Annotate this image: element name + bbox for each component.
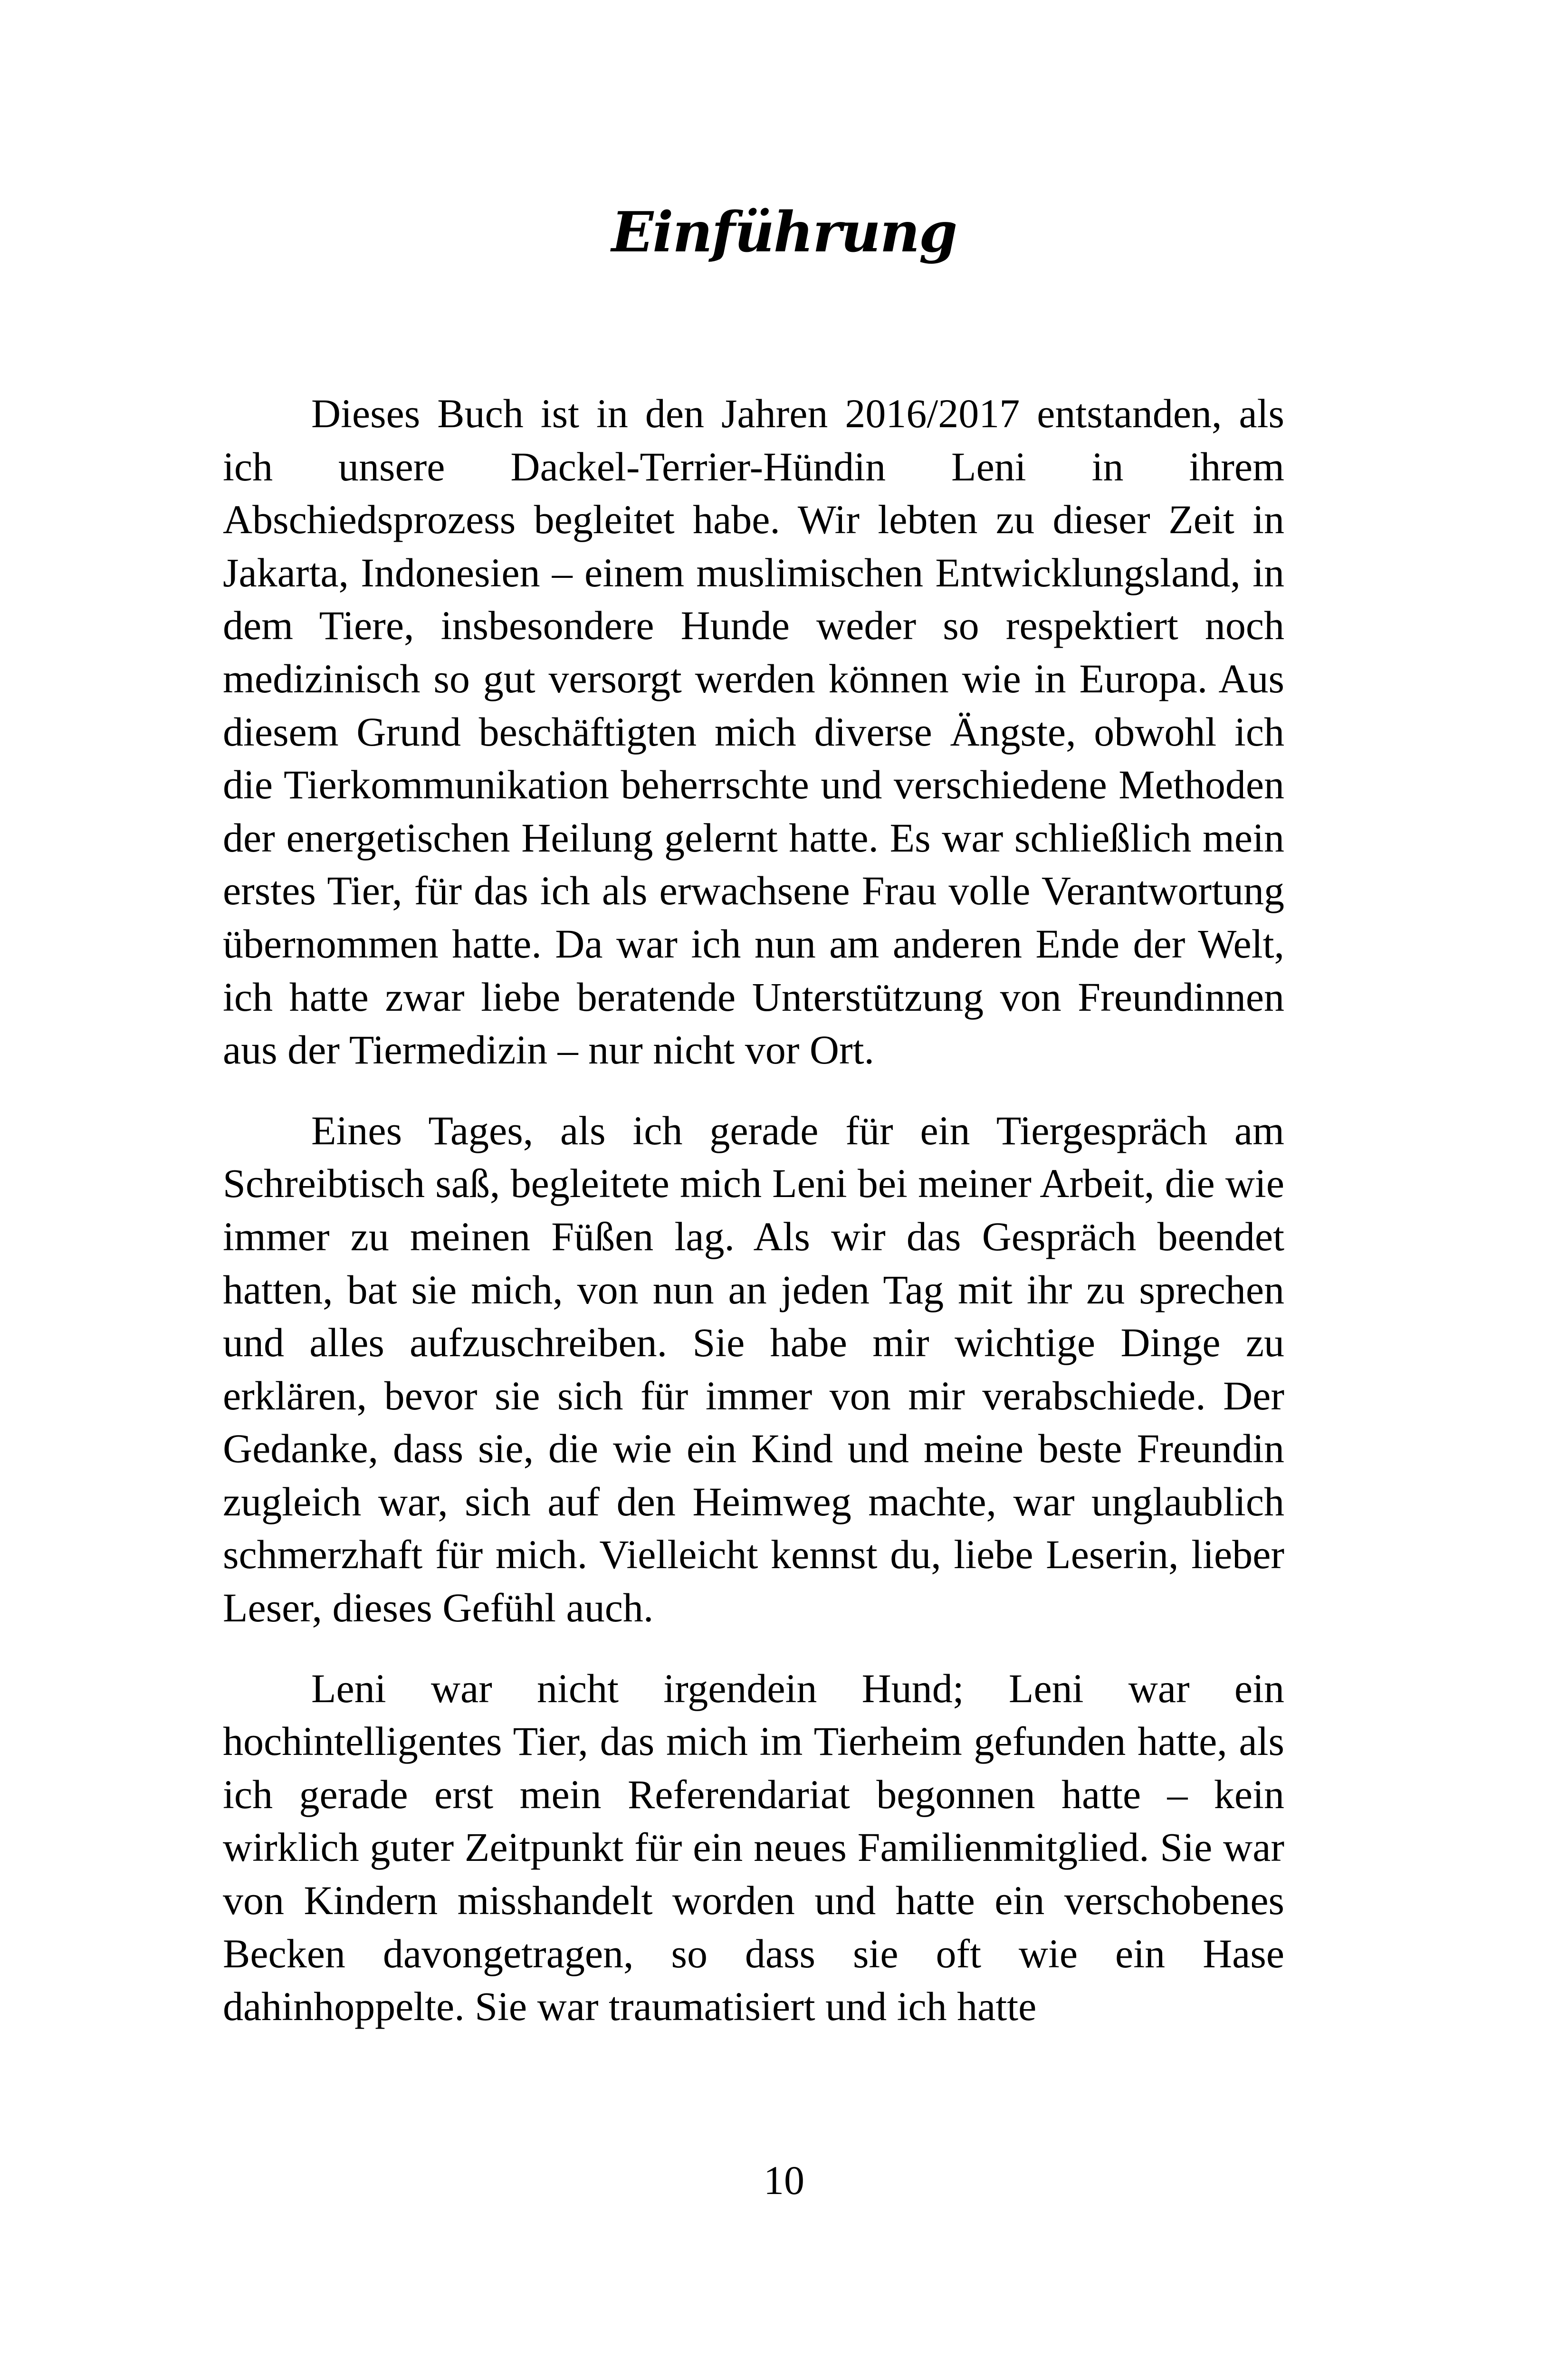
page-number: 10 (764, 2157, 804, 2203)
chapter-title: Einführung (611, 200, 957, 265)
paragraph-3: Leni war nicht irgendein Hund; Leni war ein hochintelligentes Tier, das mich im Tierheim gefunden hatte, als ich gerade erst mein Referendariat begonnen hatte – kein wirklich guter Zeitpunkt für ein neues Familienmitglied. Sie war von Kindern misshandelt worden und hatte ein verschobenes Becken davongetragen, so dass sie oft wie ein Hase dahinhoppelte. Sie war traumatisiert und ich hatte (223, 1665, 1284, 2030)
body-text (223, 387, 1284, 2033)
paragraph-2: Eines Tages, als ich gerade für ein Tiergespräch am Schreibtisch saß, begleitete mich Leni bei meiner Arbeit, die wie immer zu meinen Füßen lag. Als wir das Gespräch beendet hatten, bat sie mich, von nun an jeden Tag mit ihr zu sprechen und alles aufzuschreiben. Sie habe mir wichtige Dinge zu erklären, bevor sie sich für immer von mir verabschiede. Der Gedanke, dass sie, die wie ein Kind und meine beste Freundin zugleich war, sich auf den Heimweg machte, war unglaublich schmerzhaft für mich. Vielleicht kennst du, liebe Leserin, lieber Leser, dieses Gefühl auch. (223, 1107, 1284, 1631)
paragraph-1: Dieses Buch ist in den Jahren 2016/2017 entstanden, als ich unsere Dackel-Terrier-Hündin Leni in ihrem Abschiedsprozess begleitet habe. Wir lebten zu dieser Zeit in Jakarta, Indonesien – einem muslimischen Entwicklungsland, in dem Tiere, insbesondere Hunde weder so respektiert noch medizinisch so gut versorgt werden können wie in Europa. Aus diesem Grund beschäftigten mich diverse Ängste, obwohl ich die Tierkommunikation beherrschte und verschiedene Methoden der energetischen Heilung gelernt hatte. Es war schließlich mein erstes Tier, für das ich als erwachsene Frau volle Verantwortung übernommen hatte. Da war ich nun am anderen Ende der Welt, ich hatte zwar liebe beratende Unterstützung von Freundinnen aus der Tiermedizin – nur nicht vor Ort. (223, 391, 1284, 1073)
